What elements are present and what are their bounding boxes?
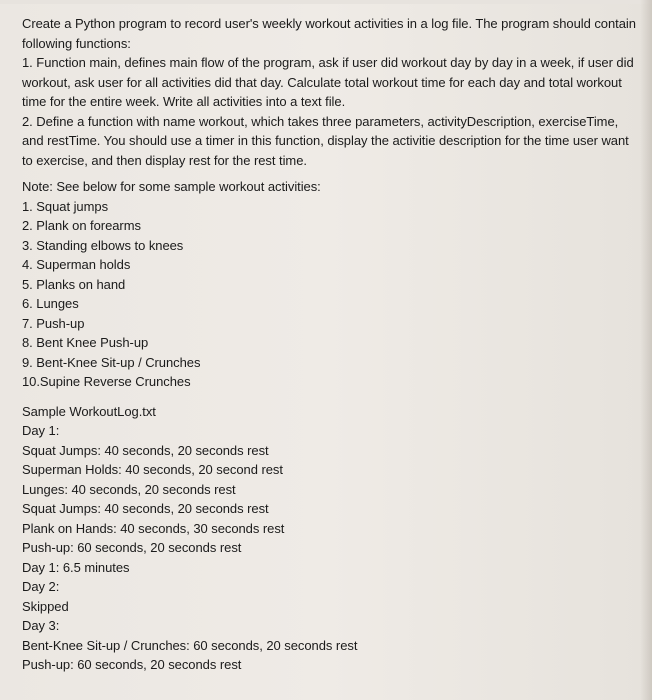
- paper-top-edge: [0, 0, 652, 4]
- activity-item: 8. Bent Knee Push-up: [22, 335, 149, 350]
- activity-item: 10.Supine Reverse Crunches: [22, 374, 191, 389]
- requirement-2-line: and restTime. You should use a timer in this function, display the activitie description for the time user want: [22, 133, 629, 148]
- requirement-2-line: to exercise, and then display rest for the rest time.: [22, 152, 307, 168]
- log-line: Bent-Knee Sit-up / Crunches: 60 seconds, 20 seconds rest: [22, 637, 358, 653]
- activity-item: 7. Push-up: [22, 315, 85, 331]
- activity-item: 3. Standing elbows to knees: [22, 237, 184, 253]
- note-heading: Note: See below for some sample workout activities:: [22, 179, 321, 194]
- intro-line: Create a Python program to record user's weekly workout activities in a log file. The program should contain: [22, 16, 636, 31]
- activity-item: 4. Superman holds: [22, 257, 131, 272]
- intro-paragraph: [22, 14, 642, 170]
- log-line: Day 1: 6.5 minutes: [22, 559, 130, 575]
- requirement-1-line: time for the entire week. Write all activities into a text file.: [22, 94, 346, 109]
- log-line: Skipped: [22, 598, 69, 614]
- log-line: Superman Holds: 40 seconds, 20 second rest: [22, 462, 283, 477]
- note-section: [22, 177, 642, 392]
- activity-item: 5. Planks on hand: [22, 276, 126, 292]
- log-line: Day 2:: [22, 579, 60, 594]
- activity-item: 9. Bent-Knee Sit-up / Crunches: [22, 354, 201, 370]
- activity-item: 1. Squat jumps: [22, 198, 109, 214]
- log-line: Day 3:: [22, 618, 60, 633]
- log-line: Lunges: 40 seconds, 20 seconds rest: [22, 481, 236, 497]
- requirement-1-line: 1. Function main, defines main flow of the program, ask if user did workout day by day in a week, if user did: [22, 55, 634, 70]
- log-line: Squat Jumps: 40 seconds, 20 seconds rest: [22, 501, 269, 516]
- log-line: Squat Jumps: 40 seconds, 20 seconds rest: [22, 442, 269, 458]
- activity-item: 2. Plank on forearms: [22, 218, 141, 233]
- intro-line: following functions:: [22, 35, 131, 51]
- log-line: Push-up: 60 seconds, 20 seconds rest: [22, 540, 242, 555]
- log-line: Plank on Hands: 40 seconds, 30 seconds rest: [22, 520, 285, 536]
- activity-item: 6. Lunges: [22, 296, 79, 311]
- sample-log-title: Sample WorkoutLog.txt: [22, 403, 156, 419]
- requirement-2-line: 2. Define a function with name workout, which takes three parameters, activityDescription, exerciseTime,: [22, 113, 619, 129]
- document-content: [22, 14, 642, 675]
- log-line: Push-up: 60 seconds, 20 seconds rest: [22, 657, 242, 672]
- requirement-1-line: workout, ask user for all activities did that day. Calculate total workout time for each day and total workout: [22, 74, 622, 90]
- sample-log-section: [22, 402, 642, 675]
- log-line: Day 1:: [22, 423, 60, 438]
